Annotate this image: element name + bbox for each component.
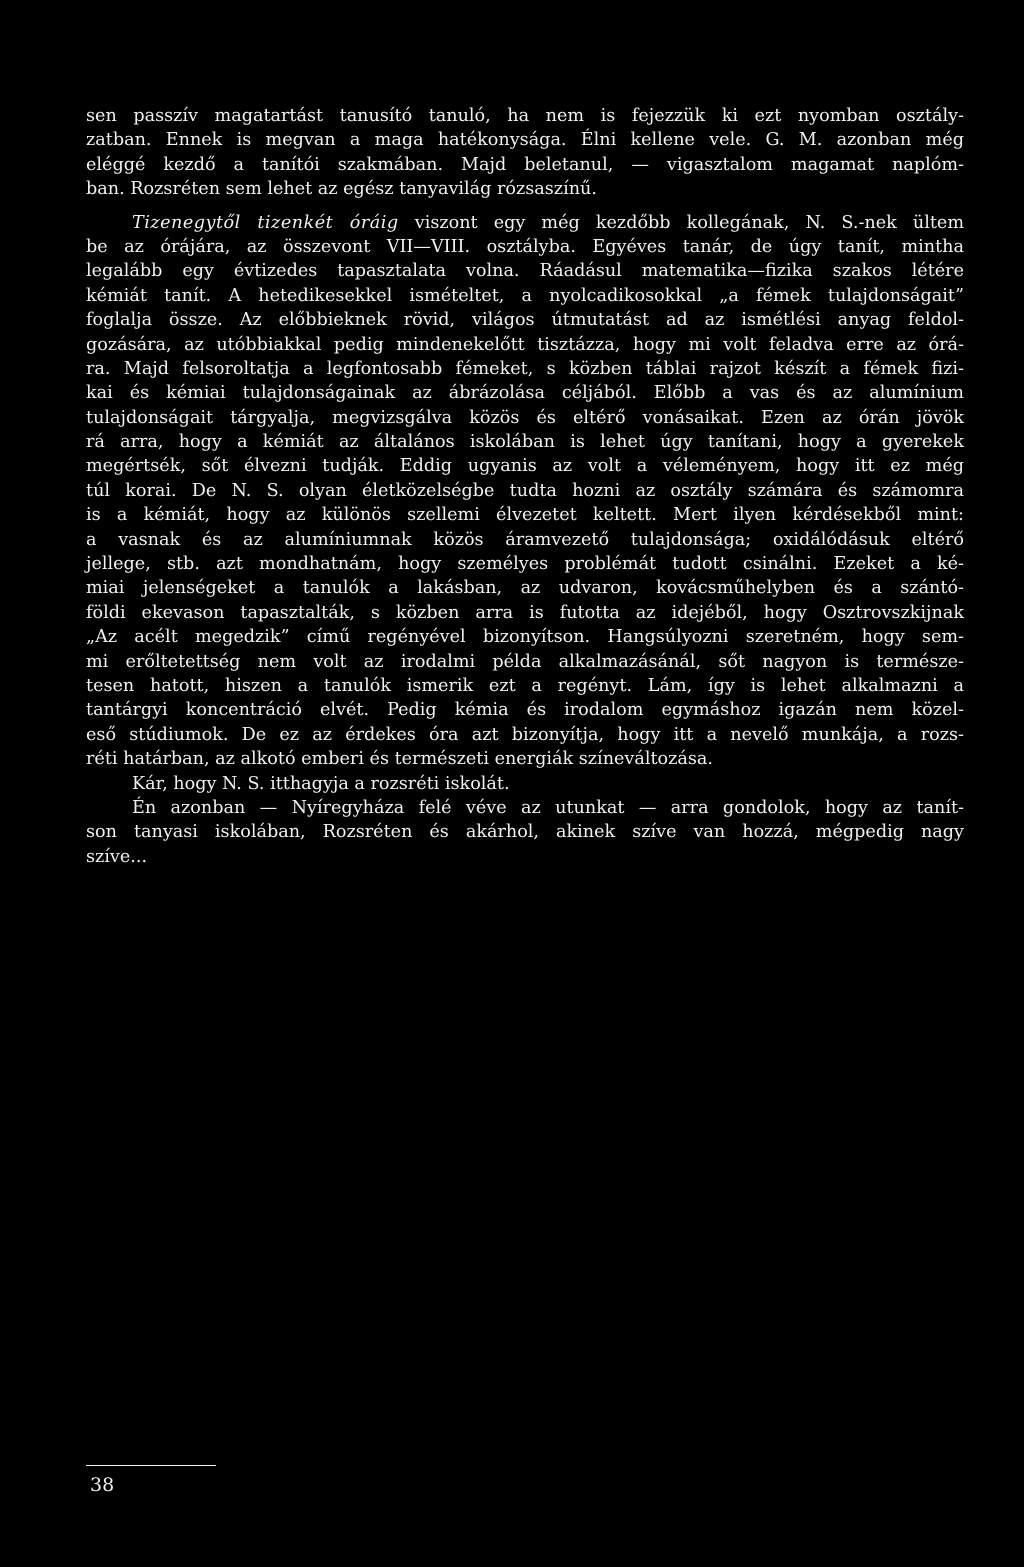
text-line: szíve... xyxy=(86,846,148,867)
text-line: miai jelenségeket a tanulók a lakásban, az udvaron, kovácsműhelyben és a szántó- xyxy=(86,578,964,599)
paragraph-first-line xyxy=(86,211,964,235)
page-number: 38 xyxy=(90,1474,115,1496)
text-line: kai és kémiai tulajdonságainak az ábrázolása céljából. Előbb a vas és az alumínium xyxy=(86,383,964,404)
text-line: földi ekevason tapasztalták, s közben arra is futotta az idejéből, hogy Osztrovszkijnak xyxy=(86,602,964,623)
italic-time-phrase: Tizenegytől tizenkét óráig xyxy=(132,212,399,233)
text-line: réti határban, az alkotó emberi és természeti energiák színeváltozása. xyxy=(86,749,714,770)
text-line: kémiát tanít. A hetedikesekkel ismételtet, a nyolcadikosokkal „a fémek tulajdonságait” xyxy=(86,285,964,306)
text-line: túl korai. De N. S. olyan életközelségbe tudta hozni az osztály számára és számomra xyxy=(86,480,964,501)
text-line: tantárgyi koncentráció elvét. Pedig kémia és irodalom egymáshoz igazán nem közel- xyxy=(86,700,964,721)
text-line: eső stúdiumok. De ez az érdekes óra azt bizonyítja, hogy itt a nevelő munkája, a rozs- xyxy=(86,724,964,745)
text-line: eléggé kezdő a tanítói szakmában. Majd beletanul, — vigasztalom magamat naplóm- xyxy=(86,154,964,175)
text-line: tesen hatott, hiszen a tanulók ismerik ezt a regényt. Lám, így is lehet alkalmazni a xyxy=(86,675,964,696)
body-text xyxy=(86,104,964,869)
text-line: ra. Majd felsoroltatja a legfontosabb fémeket, s közben táblai rajzot készít a fémek fizi- xyxy=(86,358,964,379)
text-line: Én azonban — Nyíregyháza felé véve az utunkat — arra gondolok, hogy az tanít- xyxy=(132,797,964,818)
text-line: sen passzív magatartást tanusító tanuló, ha nem is fejezzük ki ezt nyomban osztály- xyxy=(86,106,964,126)
text-line: be az órájára, az összevont VII—VIII. osztályba. Egyéves tanár, de úgy tanít, mintha xyxy=(86,236,964,257)
text-line: gozására, az utóbbiakkal pedig mindenekelőtt tisztázza, hogy mi volt feladva erre az órá- xyxy=(86,334,964,355)
text-line: jellege, stb. azt mondhatnám, hogy személyes problémát tudott csinálni. Ezeket a ké- xyxy=(86,554,964,575)
text-fragment: viszont egy még kezdőbb kollegának, N. S.-nek ültem xyxy=(398,212,965,233)
text-line: Kár, hogy N. S. itthagyja a rozsréti iskolát. xyxy=(132,773,510,794)
text-line: a vasnak és az alumíniumnak közös áramvezető tulajdonsága; oxidálódásuk eltérő xyxy=(86,529,964,550)
text-line: legalább egy évtizedes tapasztalata volna. Ráadásul matematika—fizika szakos létére xyxy=(86,261,964,282)
text-line: zatban. Ennek is megvan a maga hatékonysága. Élni kellene vele. G. M. azonban még xyxy=(86,130,964,151)
footer-divider xyxy=(86,1465,216,1466)
text-line: mi erőltetettség nem volt az irodalmi példa alkalmazásánál, sőt nagyon is természe- xyxy=(86,651,964,672)
text-line: rá arra, hogy a kémiát az általános iskolában is lehet úgy tanítani, hogy a gyerekek xyxy=(86,432,964,453)
text-line: „Az acélt megedzik” című regényével bizonyítson. Hangsúlyozni szeretném, hogy sem- xyxy=(86,627,964,648)
text-line: foglalja össze. Az előbbieknek rövid, világos útmutatást ad az ismétlési anyag feldol- xyxy=(86,310,964,331)
text-line: son tanyasi iskolában, Rozsréten és akárhol, akinek szíve van hozzá, mégpedig nagy xyxy=(86,822,964,843)
text-line: megértsék, sőt élvezni tudják. Eddig ugyanis az volt a véleményem, hogy itt ez még xyxy=(86,456,964,477)
text-line: tulajdonságait tárgyalja, megvizsgálva közös és eltérő vonásaikat. Ezen az órán jövök xyxy=(86,407,964,428)
text-line: is a kémiát, hogy az különös szellemi élvezetet keltett. Mert ilyen kérdésekből mint: xyxy=(86,505,964,526)
text-line: ban. Rozsréten sem lehet az egész tanyavilág rózsaszínű. xyxy=(86,179,597,200)
